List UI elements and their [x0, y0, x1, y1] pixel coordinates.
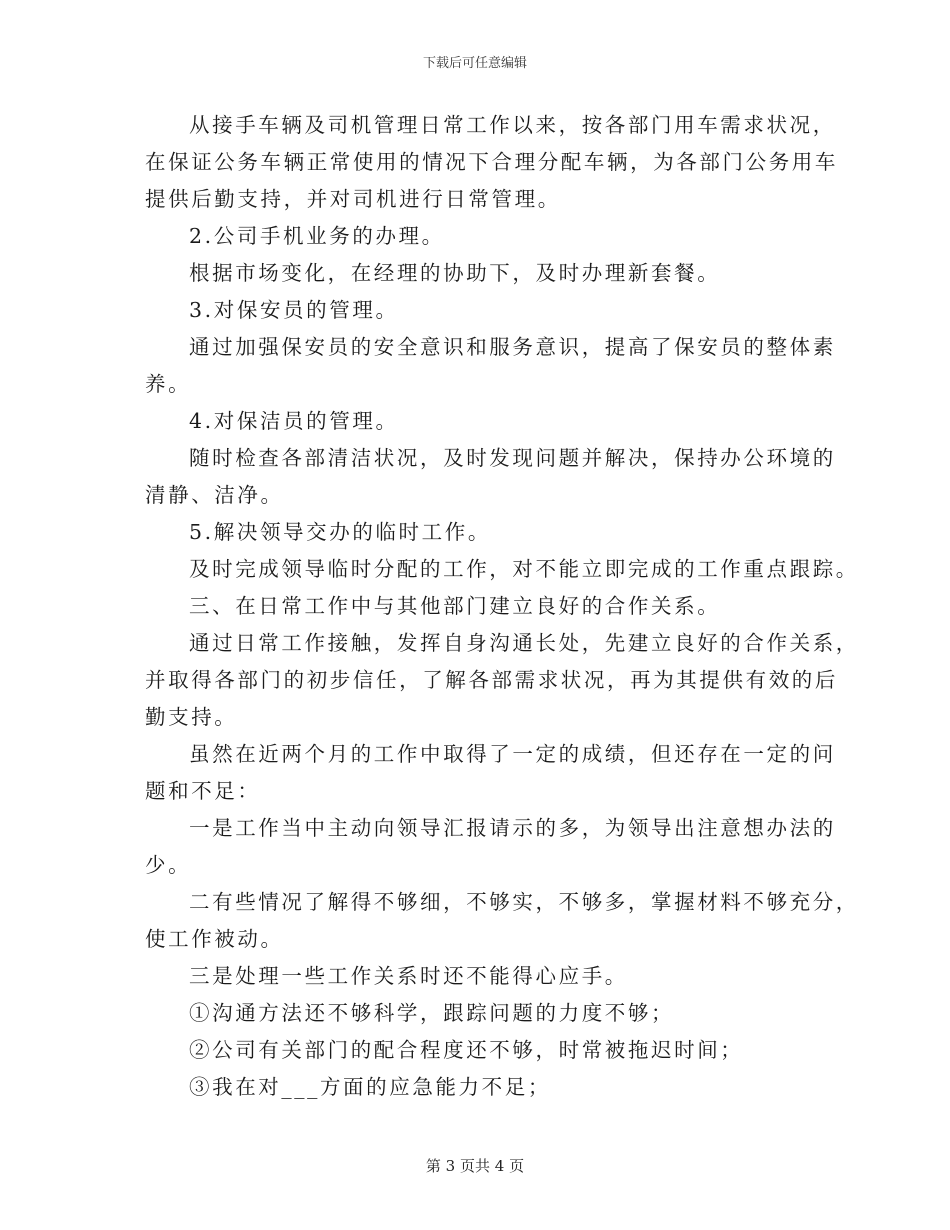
text-line: 一是工作当中主动向领导汇报请示的多，为领导出注意想办法的	[189, 816, 836, 840]
text-line: ③我在对___方面的应急能力不足；	[189, 1075, 551, 1099]
body-text	[145, 111, 859, 1110]
text-line: 从接手车辆及司机管理日常工作以来，按各部门用车需求状况，	[189, 113, 836, 137]
text-line: 三、在日常工作中与其他部门建立良好的合作关系。	[189, 594, 721, 618]
text-line: 清静、洁净。	[145, 483, 284, 507]
text-line: 二有些情况了解得不够细，不够实，不够多，掌握材料不够充分，	[189, 890, 859, 914]
text-line: ①沟通方法还不够科学，跟踪问题的力度不够；	[189, 1001, 675, 1025]
text-line: 通过加强保安员的安全意识和服务意识，提高了保安员的整体素	[189, 335, 836, 359]
text-line: 根据市场变化，在经理的协助下，及时办理新套餐。	[189, 261, 721, 285]
text-line: 提供后勤支持，并对司机进行日常管理。	[145, 187, 561, 211]
text-line: 随时检查各部清洁状况，及时发现问题并解决，保持办公环境的	[189, 446, 836, 470]
page-header: 下载后可任意编辑	[422, 56, 527, 71]
text-line: 3.对保安员的管理。	[189, 298, 399, 322]
text-line: 并取得各部门的初步信任，了解各部需求状况，再为其提供有效的后	[145, 668, 838, 692]
text-line: 题和不足：	[145, 779, 261, 803]
text-line: 勤支持。	[145, 705, 238, 729]
text-line: 2.公司手机业务的办理。	[189, 224, 445, 248]
text-line: 虽然在近两个月的工作中取得了一定的成绩，但还存在一定的问	[189, 742, 836, 766]
text-line: 4.对保洁员的管理。	[189, 409, 399, 433]
text-line: 使工作被动。	[145, 927, 284, 951]
text-line: 通过日常工作接触，发挥自身沟通长处，先建立良好的合作关系，	[189, 631, 859, 655]
text-line: 及时完成领导临时分配的工作，对不能立即完成的工作重点跟踪。	[189, 557, 859, 581]
text-line: 养。	[145, 372, 192, 396]
text-line: ②公司有关部门的配合程度还不够，时常被拖迟时间；	[189, 1038, 744, 1062]
text-line: 在保证公务车辆正常使用的情况下合理分配车辆，为各部门公务用车	[145, 150, 838, 174]
page-footer: 第 3 页共 4 页	[425, 1157, 525, 1175]
text-line: 三是处理一些工作关系时还不能得心应手。	[189, 964, 628, 988]
text-line: 5.解决领导交办的临时工作。	[189, 520, 491, 544]
text-line: 少。	[145, 853, 192, 877]
